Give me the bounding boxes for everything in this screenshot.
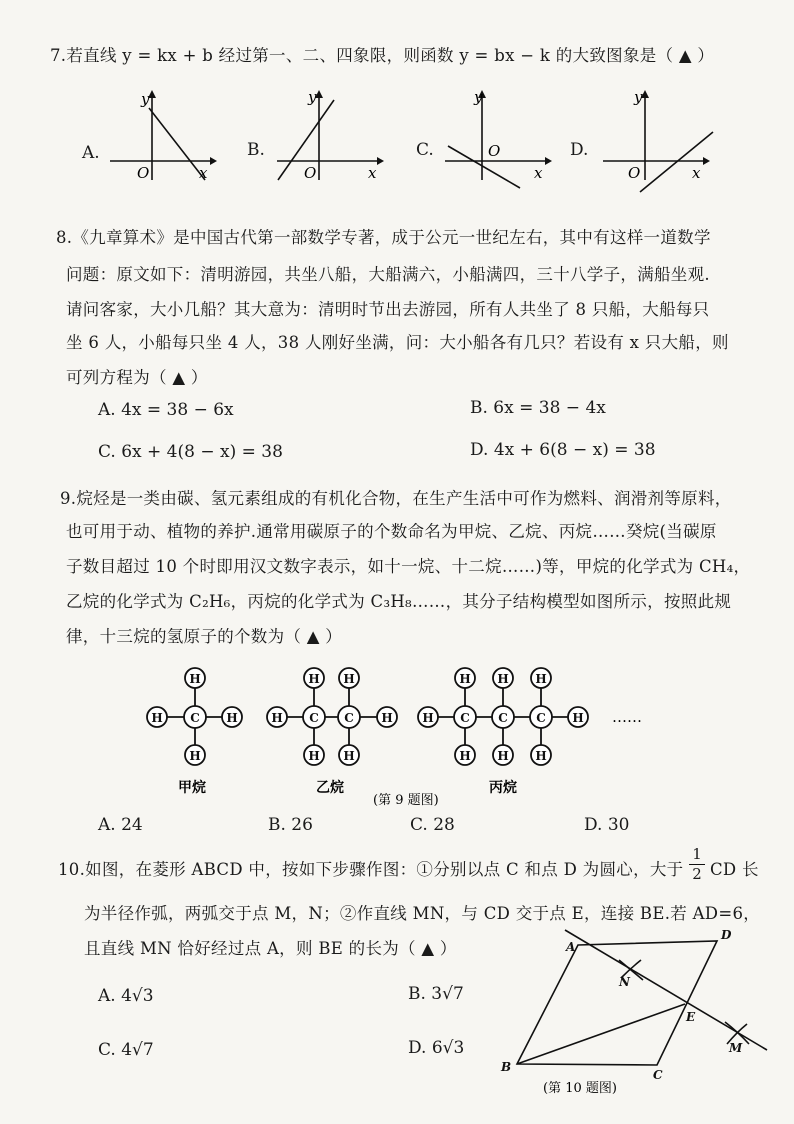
q7-graph-b [272,88,382,183]
svg-text:H: H [151,711,163,725]
q8-line-1: 8.《九章算术》是中国古代第一部数学专著，成于公元一世纪左右，其中有这样一道数学 [56,228,711,247]
svg-text:H: H [226,711,238,725]
q10-line-1-end: CD 长 [710,860,759,879]
q10-line-2: 为半径作弧，两弧交于点 M，N；②作直线 MN，与 CD 交于点 E，连接 BE.若 AD=6， [84,904,761,923]
origin-label: O [304,164,317,182]
point-d: D [721,928,732,942]
svg-text:H: H [572,711,584,725]
molecule-ellipsis: …… [612,708,642,726]
q9-line-5: 律，十三烷的氢原子的个数为（ ▲ ） [66,627,343,646]
origin-label: O [628,164,641,182]
q9-option-c: C. 28 [410,815,455,835]
fraction-denominator: 2 [689,864,705,882]
svg-text:H: H [497,749,509,763]
q7-graph-d [598,88,718,183]
q10-option-b: B. 3√7 [408,984,464,1004]
propane-label: 丙烷 [489,780,517,796]
point-a: A [566,940,576,954]
svg-text:H: H [343,672,355,686]
ethane-label: 乙烷 [316,780,344,796]
svg-text:C: C [309,711,319,725]
svg-text:H: H [422,711,434,725]
axis-x-label: x [368,164,377,182]
q10-line-1: 10.如图，在菱形 ABCD 中，按如下步骤作图：①分别以点 C 和点 D 为圆心，大于 [58,860,684,879]
q7-stem: 7.若直线 y = kx + b 经过第一、二、四象限，则函数 y = bx − k 的大致图象是（ ▲ ） [50,46,715,65]
svg-text:C: C [536,711,546,725]
svg-text:H: H [189,749,201,763]
svg-text:H: H [308,749,320,763]
q7-option-d-label: D. [570,140,589,160]
origin-label: O [137,164,150,182]
axis-x-label: x [199,164,208,182]
q8-line-3: 请问客家，大小几船？其大意为：清明时节出去游园，所有人共坐了 8 只船，大船每只 [66,300,710,319]
svg-text:H: H [497,672,509,686]
q9-option-a: A. 24 [98,815,143,835]
axis-y-label: y [141,90,150,108]
q8-option-b: B. 6x = 38 − 4x [470,398,606,418]
origin-label: O [488,142,501,160]
point-n: N [619,975,630,989]
point-c: C [653,1068,663,1082]
axis-x-label: x [692,164,701,182]
axis-x-label: x [534,164,543,182]
svg-text:H: H [343,749,355,763]
point-m: M [729,1041,743,1055]
q10-option-c: C. 4√7 [98,1040,154,1060]
axis-y-label: y [308,88,317,106]
q10-figure-caption: (第 10 题图) [543,1081,617,1096]
q8-line-4: 坐 6 人，小船每只坐 4 人，38 人刚好坐满，问：大小船各有几只？若设有 x 只大船，则 [66,333,729,352]
q10-option-a: A. 4√3 [98,986,154,1006]
segment-be [517,1004,685,1064]
svg-text:C: C [498,711,508,725]
point-b: B [501,1060,512,1074]
svg-text:C: C [344,711,354,725]
point-e: E [686,1010,696,1024]
q9-option-b: B. 26 [268,815,313,835]
q10-option-d: D. 6√3 [408,1038,465,1058]
fraction-numerator: 1 [692,845,702,863]
svg-text:C: C [460,711,470,725]
q8-option-d: D. 4x + 6(8 − x) = 38 [470,440,656,460]
svg-text:H: H [381,711,393,725]
svg-text:H: H [459,672,471,686]
methane-label: 甲烷 [178,780,206,796]
q7-line-c [448,146,520,188]
q8-line-2: 问题：原文如下：清明游园，共坐八船，大船满六，小船满四，三十八学子，满船坐观. [66,265,710,284]
q8-line-5: 可列方程为（ ▲ ） [66,368,208,387]
q7-option-b-label: B. [247,140,265,160]
svg-text:H: H [271,711,283,725]
q7-graph-c [440,88,550,183]
q10-fraction [689,846,705,882]
q7-option-a-label: A. [82,143,100,163]
q7-line-a [149,108,205,180]
q9-line-2: 也可用于动、植物的养护.通常用碳原子的个数命名为甲烷、乙烷、丙烷……癸烷(当碳原 [66,522,717,541]
svg-text:H: H [189,672,201,686]
svg-text:H: H [535,749,547,763]
q9-figure-caption: (第 9 题图) [373,793,439,808]
q8-option-a: A. 4x = 38 − 6x [98,400,234,420]
svg-text:H: H [308,672,320,686]
q9-line-1: 9.烷烃是一类由碳、氢元素组成的有机化合物，在生产生活中可作为燃料、润滑剂等原料， [60,489,732,508]
axis-y-label: y [634,88,643,106]
q7-line-d [640,132,713,192]
svg-text:H: H [535,672,547,686]
q10-line-3: 且直线 MN 恰好经过点 A，则 BE 的长为（ ▲ ） [84,939,457,958]
q7-option-c-label: C. [416,140,434,160]
q10-rhombus-figure [495,920,785,1100]
q7-graph-a [105,88,215,183]
svg-text:H: H [459,749,471,763]
q9-option-d: D. 30 [584,815,630,835]
axis-y-label: y [474,88,483,106]
q8-option-c: C. 6x + 4(8 − x) = 38 [98,442,283,462]
q9-molecule-figure [0,660,794,810]
q9-line-3: 子数目超过 10 个时即用汉文数字表示，如十一烷、十二烷……)等，甲烷的化学式为 CH₄， [66,557,751,576]
q9-line-4: 乙烷的化学式为 C₂H₆，丙烷的化学式为 C₃H₈……，其分子结构模型如图所示，按照此规 [66,592,732,611]
svg-text:C: C [190,711,200,725]
